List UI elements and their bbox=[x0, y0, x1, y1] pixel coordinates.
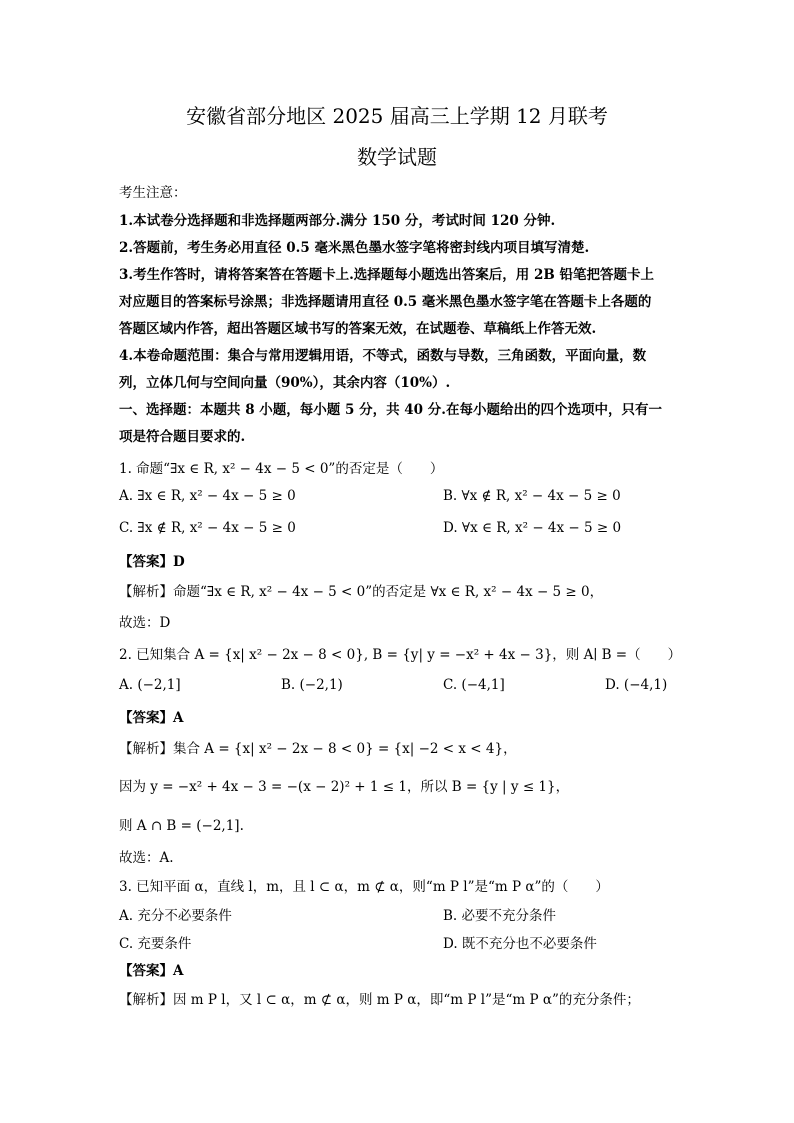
section-heading-cont: 项是符合题目要求的. bbox=[119, 429, 246, 445]
notice-item-2: 2.答题前，考生务必用直径 0.5 毫米黑色墨水签字笔将密封线内项目填写清楚. bbox=[119, 240, 590, 256]
notice-heading: 考生注意： bbox=[119, 185, 187, 201]
notice-item-3-cont2: 答题区域内作答，超出答题区域书写的答案无效，在试题卷、草稿纸上作答无效. bbox=[119, 321, 597, 337]
question-2-analysis-2: 因为 y = −x² + 4x − 3 = −(x − 2)² + 1 ≤ 1，所以 B = {y | y ≤ 1}， bbox=[119, 779, 570, 795]
notice-item-3-cont1: 对应题目的答案标号涂黑；非选择题请用直径 0.5 毫米黑色墨水签字笔在答题卡上各题的 bbox=[119, 294, 652, 310]
question-1-answer: 【答案】D bbox=[119, 554, 185, 570]
notice-item-4: 4.本卷命题范围：集合与常用逻辑用语，不等式，函数与导数，三角函数，平面向量，数 bbox=[119, 348, 647, 364]
question-1-analysis: 【解析】命题“∃x ∈ R, x² − 4x − 5 < 0”的否定是 ∀x ∈ R, x² − 4x − 5 ≥ 0， bbox=[119, 584, 604, 600]
exam-subtitle: 数学试题 bbox=[357, 145, 437, 169]
question-2-option-c: C. (−4,1] bbox=[443, 677, 505, 693]
notice-item-3: 3.考生作答时，请将答案答在答题卡上.选择题每小题选出答案后，用 2B 铅笔把答题卡上 bbox=[119, 267, 654, 283]
notice-item-1: 1.本试卷分选择题和非选择题两部分.满分 150 分，考试时间 120 分钟. bbox=[119, 213, 556, 229]
question-2-analysis-3: 则 A ∩ B = (−2,1]. bbox=[119, 818, 244, 834]
question-1-option-b: B. ∀x ∉ R, x² − 4x − 5 ≥ 0 bbox=[443, 488, 621, 504]
section-heading: 一、选择题：本题共 8 小题，每小题 5 分，共 40 分.在每小题给出的四个选项中，只有一 bbox=[119, 402, 662, 418]
question-2-answer: 【答案】A bbox=[119, 710, 184, 726]
question-1-option-a: A. ∃x ∈ R, x² − 4x − 5 ≥ 0 bbox=[119, 488, 296, 504]
question-3-stem: 3. 已知平面 α，直线 l，m，且 l ⊂ α，m ⊄ α，则“m P l”是“m P α”的（ ） bbox=[119, 879, 609, 895]
exam-title: 安徽省部分地区 2025 届高三上学期 12 月联考 bbox=[186, 104, 608, 128]
question-2-option-a: A. (−2,1] bbox=[119, 677, 181, 693]
question-3-option-a: A. 充分不必要条件 bbox=[119, 908, 232, 924]
question-2-analysis-1: 【解析】集合 A = {x| x² − 2x − 8 < 0} = {x| −2 < x < 4}， bbox=[119, 741, 517, 757]
question-3-option-d: D. 既不充分也不必要条件 bbox=[443, 936, 597, 952]
question-1-conclusion: 故选：D bbox=[119, 615, 171, 631]
question-1-stem: 1. 命题“∃x ∈ R, x² − 4x − 5 < 0”的否定是（ ） bbox=[119, 461, 444, 477]
question-2-option-b: B. (−2,1) bbox=[281, 677, 343, 693]
question-3-analysis: 【解析】因 m P l，又 l ⊂ α，m ⊄ α，则 m P α，即“m P l”是“m P α”的充分条件； bbox=[119, 992, 640, 1008]
notice-item-4-cont: 列，立体几何与空间向量（90%），其余内容（10%）. bbox=[119, 375, 451, 391]
question-2-stem: 2. 已知集合 A = {x| x² − 2x − 8 < 0}, B = {y| y = −x² + 4x − 3}，则 A∣ B =（ ） bbox=[119, 647, 682, 663]
question-3-option-b: B. 必要不充分条件 bbox=[443, 908, 557, 924]
question-1-option-d: D. ∀x ∈ R, x² − 4x − 5 ≥ 0 bbox=[443, 520, 622, 536]
question-2-option-d: D. (−4,1) bbox=[605, 677, 668, 693]
question-2-conclusion: 故选：A. bbox=[119, 850, 174, 866]
question-3-answer: 【答案】A bbox=[119, 963, 184, 979]
question-3-option-c: C. 充要条件 bbox=[119, 936, 192, 952]
question-1-option-c: C. ∃x ∉ R, x² − 4x − 5 ≥ 0 bbox=[119, 520, 296, 536]
